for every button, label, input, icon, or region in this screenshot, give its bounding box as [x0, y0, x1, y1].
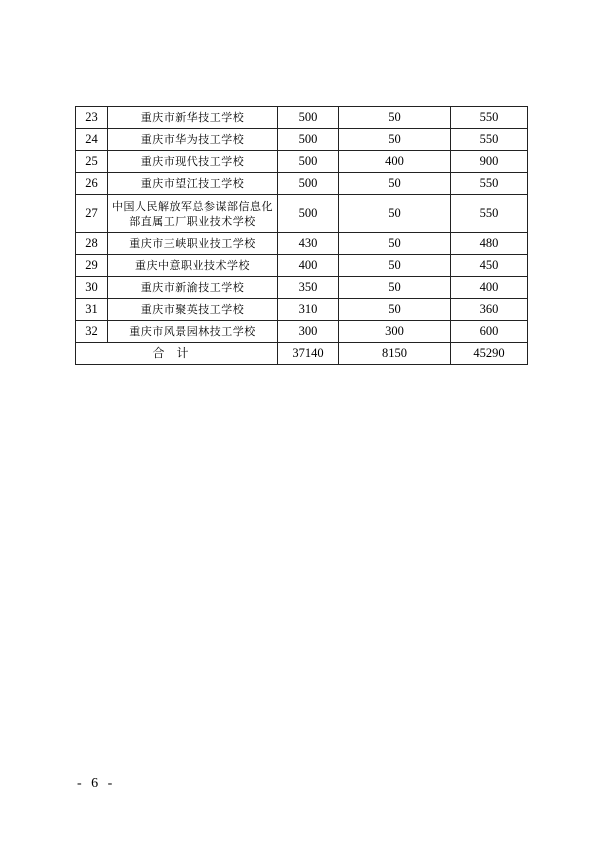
row-index: 24	[76, 129, 108, 151]
value-b: 300	[339, 321, 451, 343]
row-index: 23	[76, 107, 108, 129]
value-a: 430	[278, 233, 339, 255]
value-b: 50	[339, 107, 451, 129]
row-index: 27	[76, 195, 108, 233]
total-c: 45290	[451, 343, 528, 365]
page-number: - 6 -	[77, 776, 116, 791]
value-a: 500	[278, 107, 339, 129]
value-b: 50	[339, 233, 451, 255]
school-name: 重庆市望江技工学校	[108, 173, 278, 195]
value-total: 360	[451, 299, 528, 321]
value-b: 50	[339, 277, 451, 299]
value-a: 500	[278, 151, 339, 173]
school-name: 重庆市风景园林技工学校	[108, 321, 278, 343]
table-row	[76, 277, 528, 299]
value-a: 300	[278, 321, 339, 343]
value-b: 50	[339, 195, 451, 233]
value-a: 500	[278, 173, 339, 195]
table-row	[76, 321, 528, 343]
row-index: 31	[76, 299, 108, 321]
value-a: 350	[278, 277, 339, 299]
table-row	[76, 151, 528, 173]
value-b: 50	[339, 255, 451, 277]
table-row	[76, 299, 528, 321]
row-index: 32	[76, 321, 108, 343]
total-a: 37140	[278, 343, 339, 365]
school-name: 中国人民解放军总参谋部信息化部直属工厂职业技术学校	[108, 195, 278, 233]
value-total: 400	[451, 277, 528, 299]
value-a: 310	[278, 299, 339, 321]
value-total: 550	[451, 107, 528, 129]
total-row	[76, 343, 528, 365]
table-row	[76, 233, 528, 255]
value-total: 600	[451, 321, 528, 343]
school-quota-table	[75, 106, 528, 365]
value-total: 550	[451, 195, 528, 233]
value-a: 400	[278, 255, 339, 277]
value-b: 50	[339, 299, 451, 321]
school-name: 重庆市三峡职业技工学校	[108, 233, 278, 255]
value-total: 550	[451, 173, 528, 195]
school-name: 重庆市新渝技工学校	[108, 277, 278, 299]
row-index: 25	[76, 151, 108, 173]
total-b: 8150	[339, 343, 451, 365]
row-index: 28	[76, 233, 108, 255]
school-name: 重庆市现代技工学校	[108, 151, 278, 173]
table-row	[76, 107, 528, 129]
value-total: 480	[451, 233, 528, 255]
value-b: 400	[339, 151, 451, 173]
table-row	[76, 173, 528, 195]
table-row	[76, 195, 528, 233]
total-label: 合计	[76, 343, 278, 365]
value-a: 500	[278, 195, 339, 233]
value-b: 50	[339, 129, 451, 151]
row-index: 29	[76, 255, 108, 277]
school-name: 重庆市新华技工学校	[108, 107, 278, 129]
row-index: 30	[76, 277, 108, 299]
school-name: 重庆市聚英技工学校	[108, 299, 278, 321]
value-a: 500	[278, 129, 339, 151]
school-name: 重庆市华为技工学校	[108, 129, 278, 151]
row-index: 26	[76, 173, 108, 195]
school-name: 重庆中意职业技术学校	[108, 255, 278, 277]
table-row	[76, 255, 528, 277]
table-row	[76, 129, 528, 151]
value-total: 900	[451, 151, 528, 173]
value-total: 450	[451, 255, 528, 277]
value-total: 550	[451, 129, 528, 151]
value-b: 50	[339, 173, 451, 195]
table-body	[76, 107, 528, 365]
